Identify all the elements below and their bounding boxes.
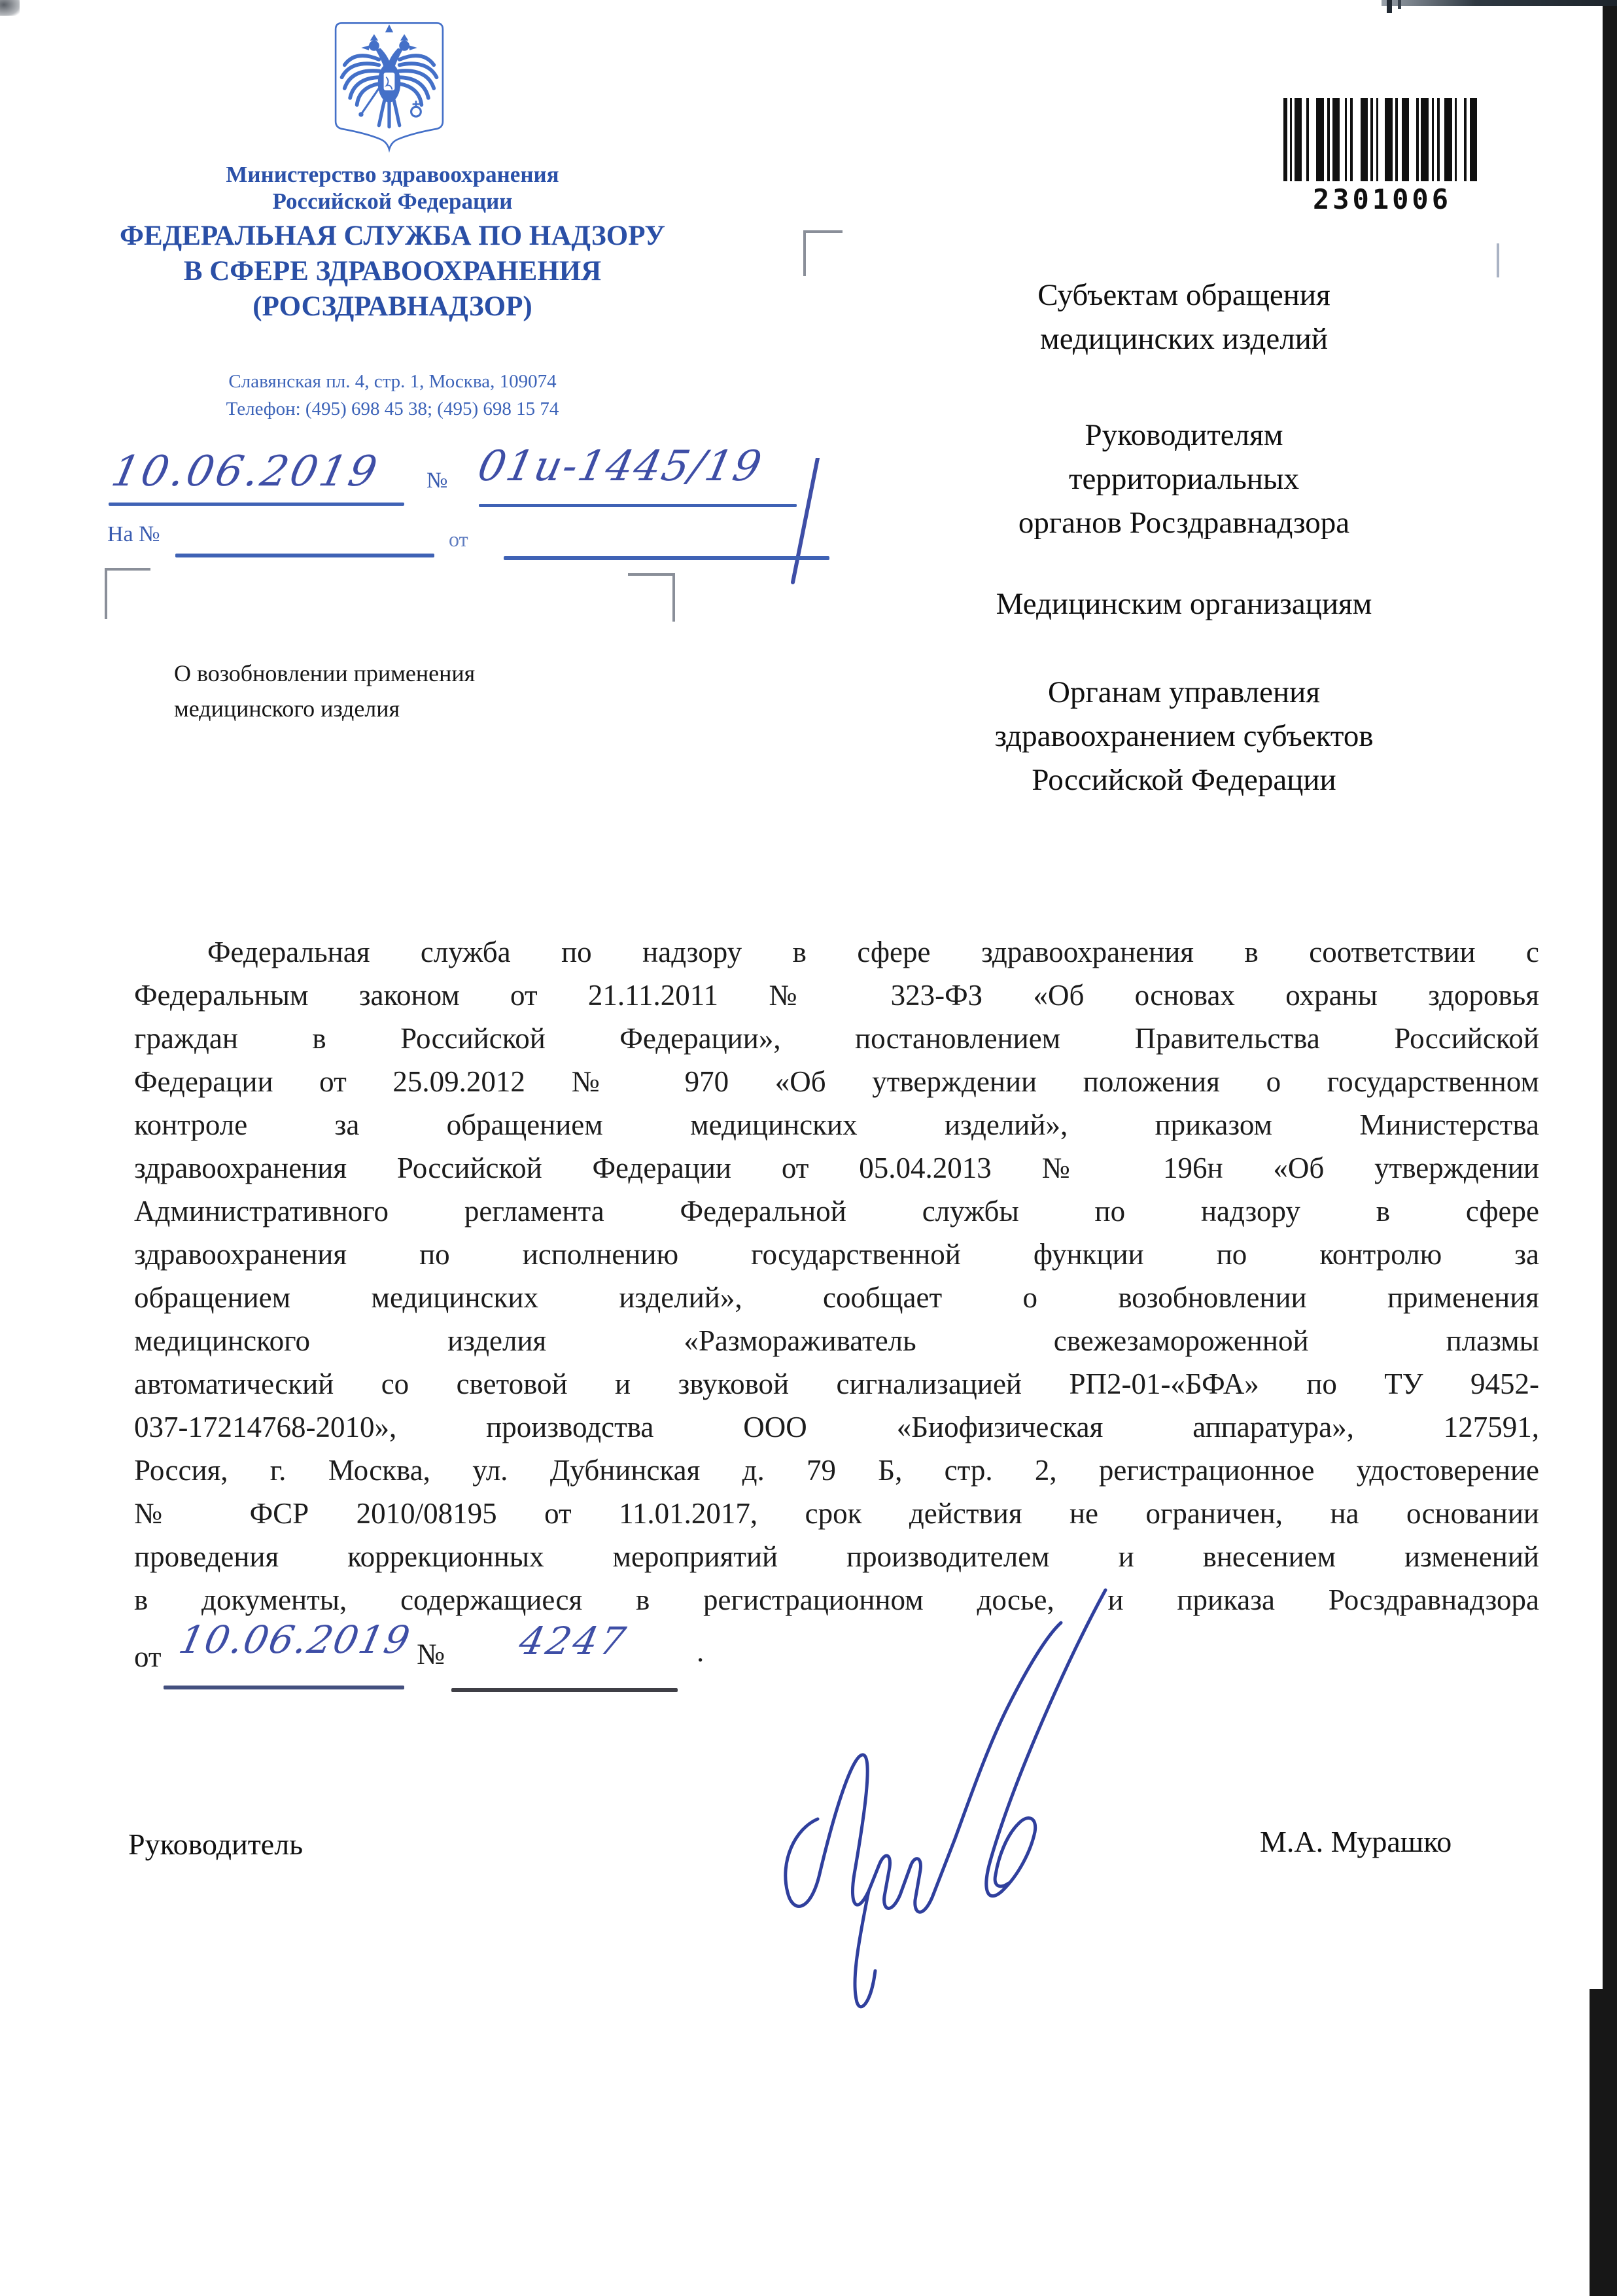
ministry-line2: Российской Федерации (272, 188, 513, 214)
service-line2: В СФЕРЕ ЗДРАВООХРАНЕНИЯ (183, 256, 602, 287)
barcode-bar (1316, 98, 1324, 181)
body-line: граждан в Российской Федерации», постановлением Правительства Российской (134, 1022, 1539, 1055)
document-barcode (1283, 98, 1481, 181)
body-line: Россия, г. Москва, ул. Дубнинская д. 79 Б, стр. 2, регистрационное удостоверение (134, 1454, 1539, 1487)
subject-line2: медицинского изделия (174, 696, 400, 722)
body-line: медицинского изделия «Размораживатель свежезамороженной плазмы (134, 1324, 1539, 1357)
body-line: обращением медицинских изделий», сообщает о возобновлении применения (134, 1281, 1539, 1314)
reply-to-label: На № (107, 522, 160, 546)
address-line1: Славянская пл. 4, стр. 1, Москва, 109074 (228, 371, 557, 392)
body-line: здравоохранения Российской Федерации от 05.04.2013 № 196н «Об утверждении (134, 1152, 1539, 1184)
order-date-underline (164, 1686, 404, 1689)
addressee-line: органов Росздравнадзора (1018, 506, 1350, 540)
scan-smudge (0, 0, 20, 16)
barcode-bar (1455, 98, 1457, 181)
date-underline (109, 503, 404, 506)
ministry-line1: Министерство здравоохранения (226, 162, 559, 187)
barcode-bar (1327, 98, 1330, 181)
number-sign-label: № (426, 468, 448, 493)
body-line: Федеральным законом от 21.11.2011 № 323-ФЗ «Об основах охраны здоровья (134, 979, 1539, 1012)
body-line: проведения коррекционных мероприятий производителем и внесением изменений (134, 1540, 1539, 1573)
handwritten-order-date: 10.06.2019 (175, 1617, 415, 1662)
address-line2: Телефон: (495) 698 45 38; (495) 698 15 74 (226, 398, 559, 419)
scan-tick (1398, 0, 1401, 9)
handwritten-registration-number: 01и-1445/19 (474, 442, 767, 491)
barcode-bar (1444, 98, 1452, 181)
addressee-line: медицинских изделий (1039, 322, 1328, 356)
barcode-bar (1283, 98, 1287, 181)
service-line3: (РОСЗДРАВНАДЗОР) (252, 291, 532, 322)
body-line: Административного регламента Федеральной службы по надзору в сфере (134, 1195, 1539, 1227)
barcode-bar (1402, 98, 1409, 181)
number-underline (479, 504, 797, 507)
scan-tick (1387, 0, 1392, 13)
order-number-underline (451, 1688, 678, 1692)
addressee-line: здравоохранением субъектов (994, 719, 1374, 753)
barcode-bar (1437, 98, 1440, 181)
barcode-bar (1376, 98, 1378, 181)
scan-edge-right-bottom (1590, 1989, 1617, 2296)
body-text (134, 930, 1539, 1621)
scan-edge-top (1382, 0, 1617, 6)
barcode-bar (1290, 98, 1292, 181)
barcode-bar (1295, 98, 1302, 181)
barcode-bar (1464, 98, 1467, 181)
russia-coat-of-arms-icon (330, 20, 448, 157)
barcode-bar (1332, 98, 1340, 181)
signer-title: Руководитель (128, 1828, 304, 1861)
body-line: 037-17214768-2010», производства ООО «Биофизическая аппаратура», 127591, (134, 1411, 1539, 1443)
barcode-bar (1370, 98, 1373, 181)
reply-from-label: от (449, 527, 468, 551)
corner-mark-addressee-right (1497, 243, 1499, 277)
barcode-bar (1385, 98, 1393, 181)
addressee-line: Руководителям (1085, 418, 1283, 452)
body-line: № ФСР 2010/08195 от 11.01.2017, срок действия не ограничен, на основании (134, 1497, 1539, 1530)
body-line: Федеральная служба по надзору в сфере здравоохранения в соответствии с (207, 936, 1539, 968)
addressee-line: Российской Федерации (1032, 763, 1336, 797)
barcode-bar (1395, 98, 1398, 181)
reply-date-underline (504, 556, 829, 560)
barcode-bar (1345, 98, 1347, 181)
signer-name: М.А. Мурашко (1260, 1825, 1452, 1858)
subject-line1: О возобновлении применения (174, 660, 476, 686)
handwritten-slash-tail (784, 458, 823, 589)
barcode-bar (1416, 98, 1419, 181)
order-number-sign: № (417, 1638, 445, 1670)
reply-number-underline (175, 554, 434, 557)
barcode-number: 2301006 (1312, 183, 1452, 215)
barcode-bar (1421, 98, 1429, 181)
addressee-line: Медицинским организациям (996, 587, 1372, 621)
ministry-name (85, 161, 700, 215)
signature-stroke (739, 1583, 1145, 2015)
subject-line (174, 656, 632, 726)
addressee-line: Субъектам обращения (1037, 278, 1330, 312)
barcode-bar (1432, 98, 1434, 181)
body-line: здравоохранения по исполнению государственной функции по контролю за (134, 1238, 1539, 1271)
barcode-bar (1306, 98, 1309, 181)
handwritten-order-number: 4247 (515, 1619, 632, 1663)
barcode-bar (1361, 98, 1368, 181)
barcode-bar (1470, 98, 1477, 181)
order-from-label: от (134, 1640, 162, 1673)
barcode-bar (1350, 98, 1353, 181)
addressee-block-3 (857, 582, 1511, 626)
addressee-block-1 (857, 274, 1511, 361)
service-address (85, 368, 700, 423)
addressee-line: территориальных (1068, 462, 1300, 496)
handwritten-registration-date: 10.06.2019 (107, 448, 384, 496)
addressee-block-4 (857, 671, 1511, 802)
scan-edge-right (1603, 0, 1617, 2296)
body-line: автоматический со световой и звуковой сигнализацией РП2-01-«БФА» по ТУ 9452- (134, 1368, 1539, 1400)
service-line1: ФЕДЕРАЛЬНАЯ СЛУЖБА ПО НАДЗОРУ (120, 221, 665, 251)
body-line: Федерации от 25.09.2012 № 970 «Об утверждении положения о государственном (134, 1065, 1539, 1098)
sentence-period: . (697, 1635, 704, 1668)
body-line: контроле за обращением медицинских изделий», приказом Министерства (134, 1108, 1539, 1141)
service-name (65, 219, 720, 325)
body-line: в документы, содержащиеся в регистрационном досье, и приказа Росздравнадзора (134, 1583, 1539, 1616)
addressee-line: Органам управления (1048, 675, 1320, 709)
addressee-block-2 (857, 414, 1511, 545)
